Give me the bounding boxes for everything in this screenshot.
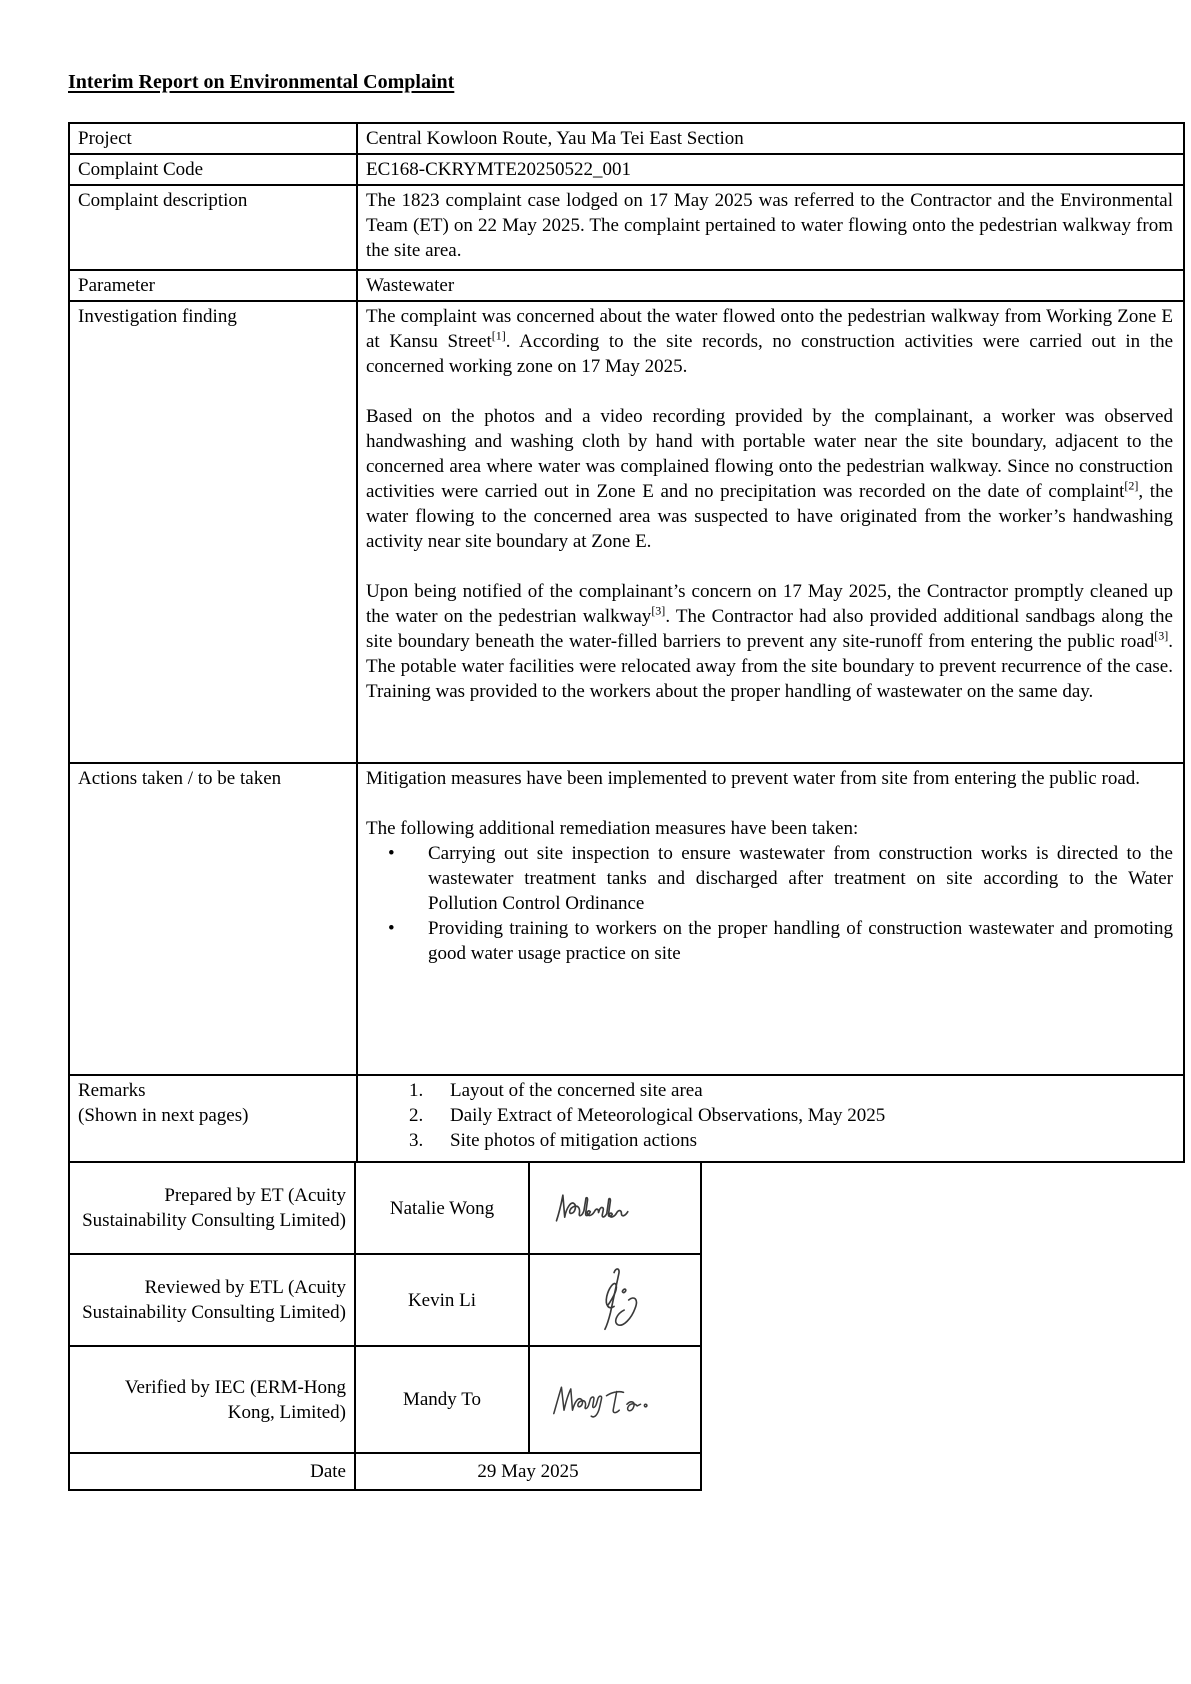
table-row-verified-by (69, 1346, 701, 1453)
table-row-parameter (69, 270, 1184, 301)
list-item: • Carrying out site inspection to ensure wastewater from construction works is directed to the wastewater treatment tanks and discharged after treatment on site according to the Water Pollution Control Ordinance (366, 841, 1173, 916)
date-value: 29 May 2025 (355, 1453, 701, 1490)
parameter-value: Wastewater (357, 270, 1184, 301)
actions-list-header: The following additional remediation measures have been taken: (366, 818, 859, 839)
report-page (68, 70, 1174, 1491)
complaint-description-value: The 1823 complaint case lodged on 17 May 2025 was referred to the Contractor and the Environmental Team (ET) on 22 May 2025. The complaint pertained to water flowing onto the pedestrian walkway from the site area. (357, 185, 1184, 270)
table-row-reviewed-by (69, 1254, 701, 1346)
project-value: Central Kowloon Route, Yau Ma Tei East Section (357, 123, 1184, 154)
page-title: Interim Report on Environmental Complaint (68, 71, 455, 93)
remarks-label (69, 1075, 357, 1162)
table-row-investigation-finding (69, 301, 1184, 763)
parameter-label: Parameter (69, 270, 357, 301)
list-item: Layout of the concerned site area (450, 1080, 703, 1101)
list-item: • Providing training to workers on the proper handling of construction wastewater and promoting good water usage practice on site (366, 916, 1173, 966)
reviewed-by-role: Reviewed by ETL (Acuity Sustainability Consulting Limited) (69, 1254, 355, 1346)
natalie-wong-signature (529, 1162, 701, 1254)
project-label: Project (69, 123, 357, 154)
investigation-finding-label: Investigation finding (69, 301, 357, 763)
kevin-li-signature (529, 1254, 701, 1346)
complaint-code-label: Complaint Code (69, 154, 357, 185)
verified-by-name: Mandy To (355, 1346, 529, 1453)
complaint-code-value: EC168-CKRYMTE20250522_001 (357, 154, 1184, 185)
remarks-label-line1: Remarks (78, 1080, 146, 1101)
table-row-complaint-code (69, 154, 1184, 185)
actions-intro: Mitigation measures have been implemented to prevent water from site from entering the public road. (366, 768, 1140, 789)
complaint-description-label: Complaint description (69, 185, 357, 270)
prepared-by-name: Natalie Wong (355, 1162, 529, 1254)
table-row-remarks (69, 1075, 1184, 1162)
signature-image (583, 1261, 647, 1339)
remarks-label-line2: (Shown in next pages) (78, 1105, 249, 1126)
signoff-table (68, 1161, 702, 1491)
remarks-value (357, 1075, 1184, 1162)
reviewed-by-name: Kevin Li (355, 1254, 529, 1346)
table-row-prepared-by (69, 1162, 701, 1254)
table-row-actions-taken (69, 763, 1184, 1075)
list-item: Site photos of mitigation actions (450, 1130, 697, 1151)
prepared-by-role: Prepared by ET (Acuity Sustainability Consulting Limited) (69, 1162, 355, 1254)
date-label: Date (69, 1453, 355, 1490)
investigation-finding-value: The complaint was concerned about the water flowed onto the pedestrian walkway from Working Zone E at Kansu Street[1]. According to the site records, no construction activities were carried out in the concerned working zone on 17 May 2025. Based on the photos and a video recording provided by the complainant, a worker was observed handwashing and washing cloth by hand with portable water near the site boundary, adjacent to the concerned area where water was complained flowing onto the pedestrian walkway. Since no construction activities were carried out in Zone E and no precipitation was recorded on the date of complaint[2], the water flowing to the concerned area was suspected to have originated from the worker’s handwashing activity near site boundary at Zone E. Upon being notified of the complainant’s concern on 17 May 2025, the Contractor promptly cleaned up the water on the pedestrian walkway[3]. The Contractor had also provided additional sandbags along the site boundary beneath the water-filled barriers to prevent any site-runoff from entering the public road[3]. The potable water facilities were relocated away from the site boundary to prevent recurrence of the case. Training was provided to the workers about the proper handling of wastewater on the same day. (357, 301, 1184, 763)
actions-taken-label: Actions taken / to be taken (69, 763, 357, 1075)
actions-taken-value (357, 763, 1184, 1075)
table-row-project (69, 123, 1184, 154)
verified-by-role: Verified by IEC (ERM-Hong Kong, Limited) (69, 1346, 355, 1453)
actions-bullet-list (366, 841, 1173, 966)
table-row-date (69, 1453, 701, 1490)
mandy-to-signature (529, 1346, 701, 1453)
table-row-complaint-description (69, 185, 1184, 270)
remarks-list (366, 1078, 1173, 1153)
list-item: Daily Extract of Meteorological Observations, May 2025 (450, 1105, 886, 1126)
complaint-table (68, 122, 1185, 1163)
signature-image (547, 1376, 683, 1424)
signature-image (551, 1186, 679, 1230)
